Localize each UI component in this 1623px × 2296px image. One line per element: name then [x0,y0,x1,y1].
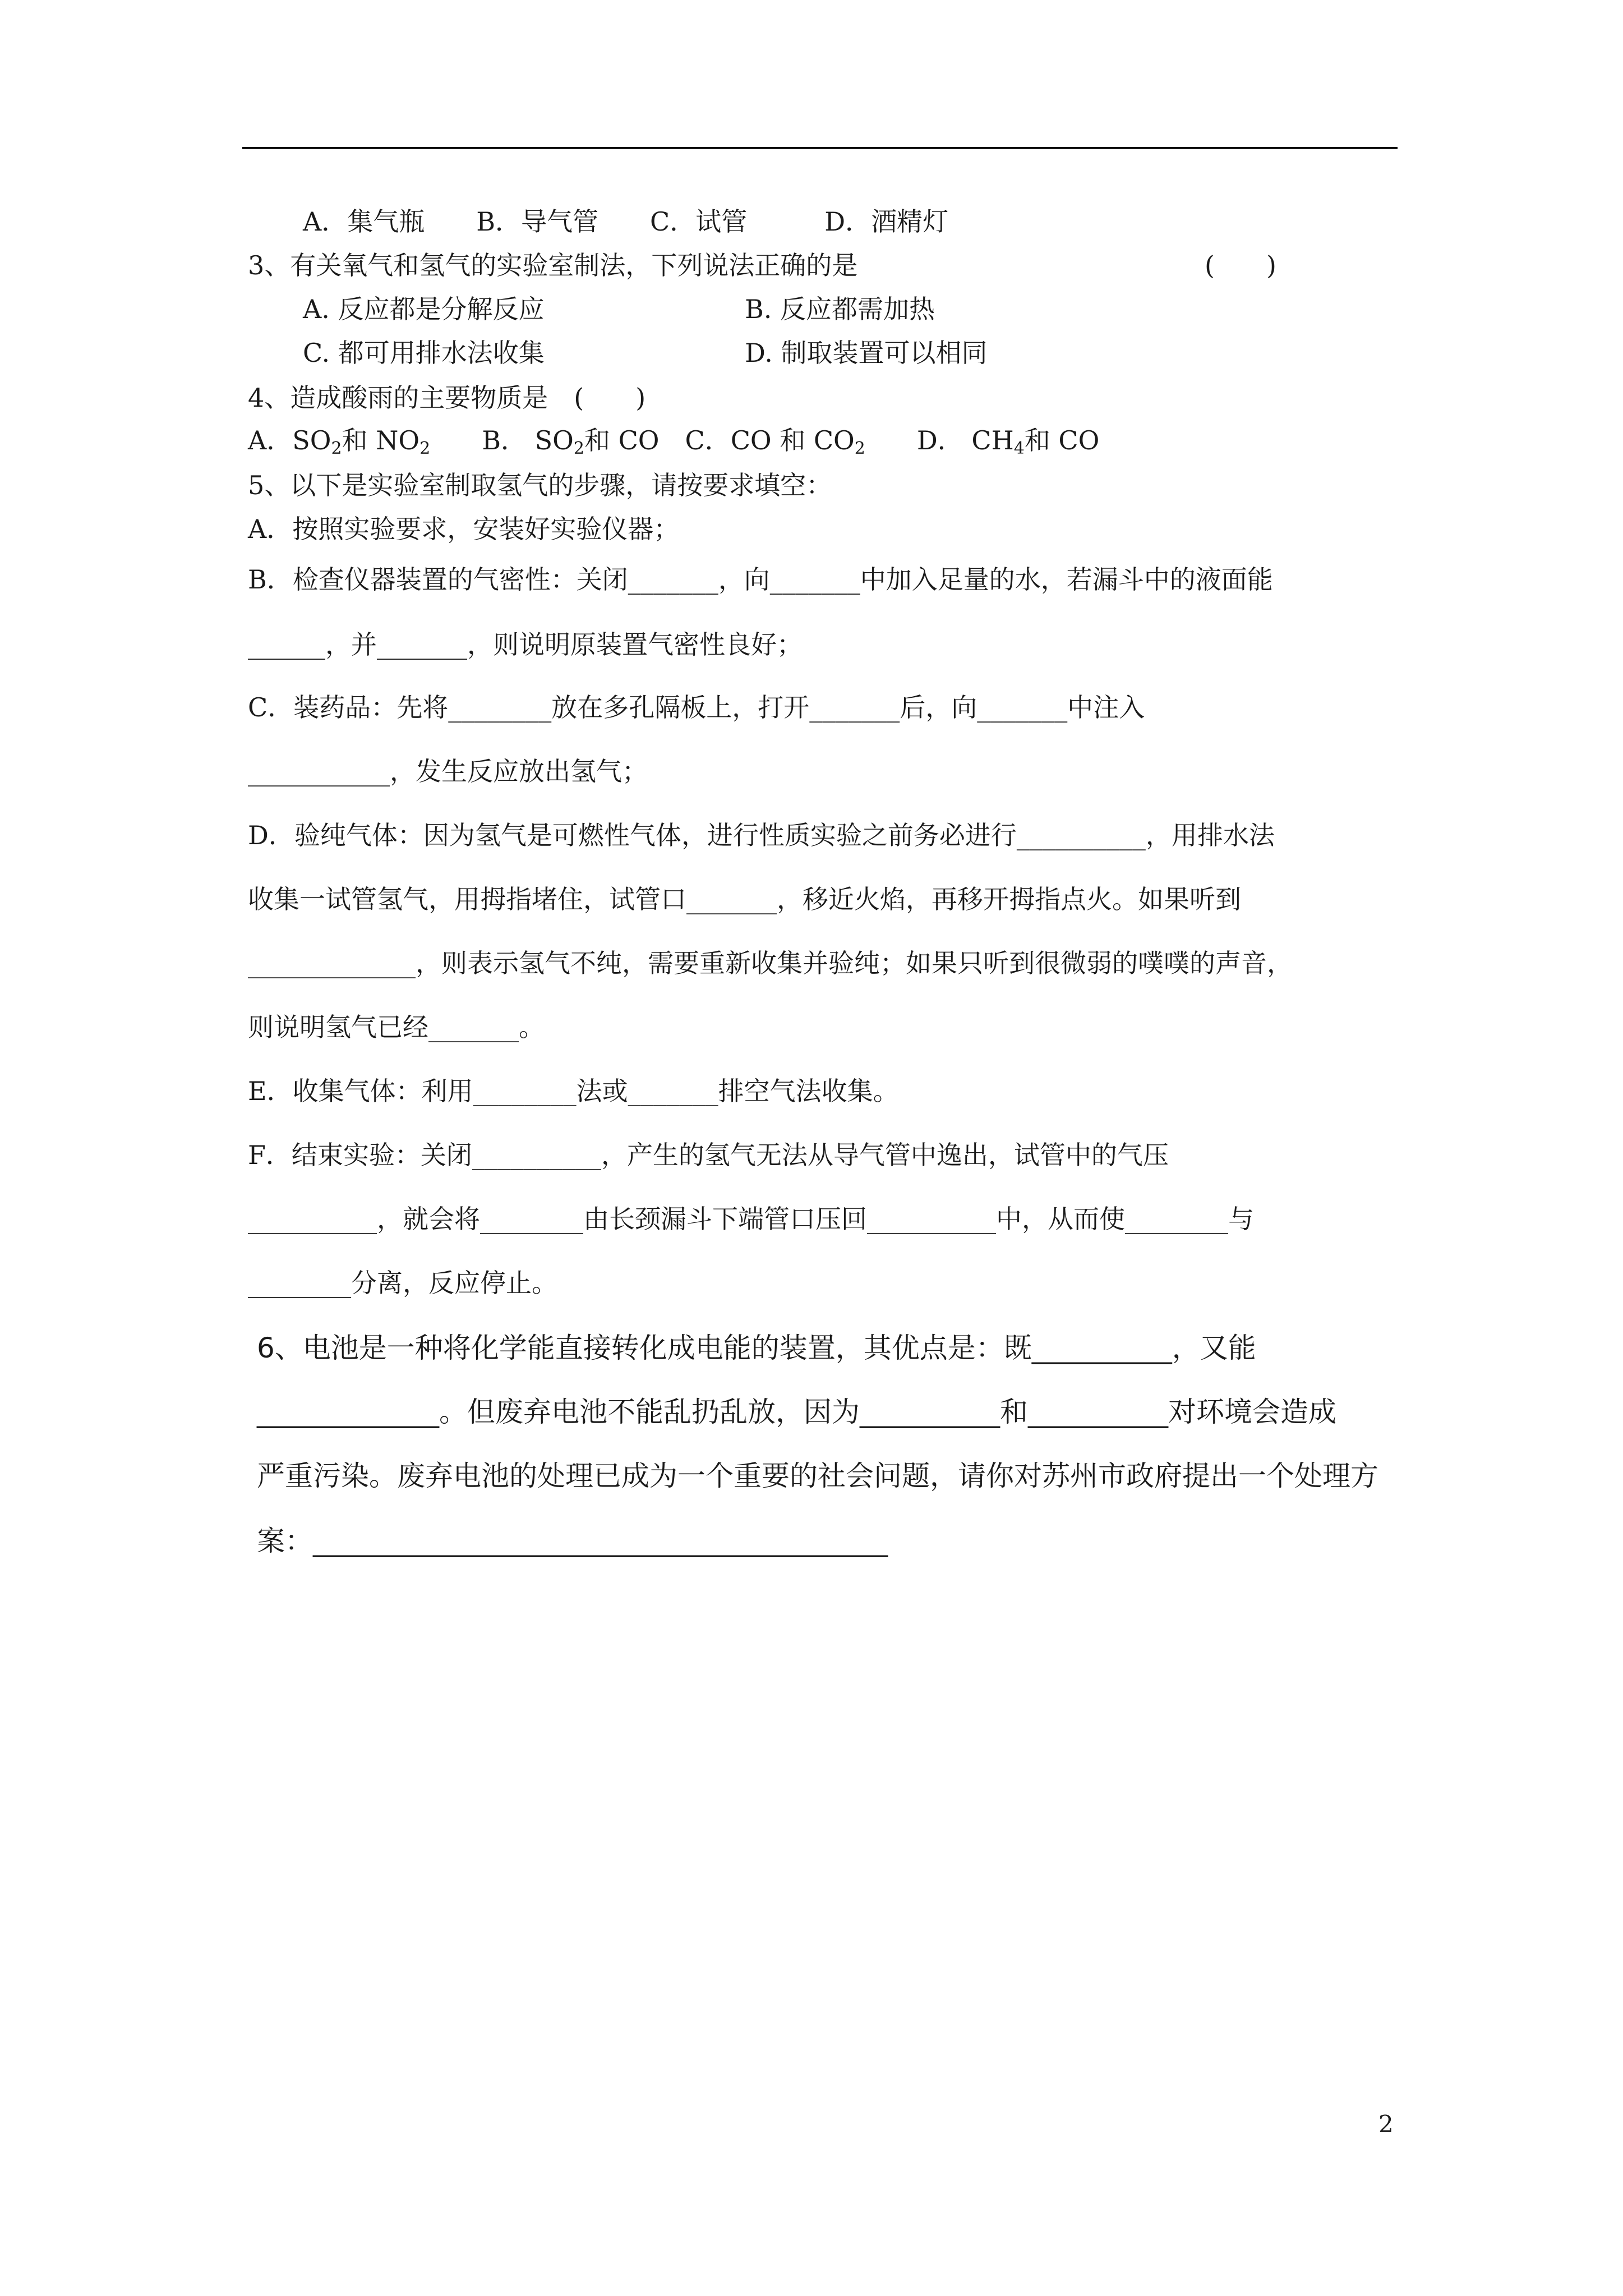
page-number: 2 [1378,2110,1394,2138]
q3-option-d: D. 制取装置可以相同 [745,338,988,368]
q5-step-b-line1: B．检查仪器装置的气密性：关闭_______，向_______中加入足量的水，若漏斗中的液面能 [248,564,1273,595]
q5-step-f-line1: F．结束实验：关闭__________，产生的氢气无法从导气管中逸出，试管中的气压 [248,1140,1169,1170]
q6-line3: 严重污染。废弃电池的处理已成为一个重要的社会问题，请你对苏州市政府提出一个处理方 [257,1460,1378,1492]
q5-step-d-line3: _____________，则表示氢气不纯，需要重新收集并验纯；如果只听到很微弱的噗噗的声音， [248,948,1293,978]
q4-options: A．$SO_2$和 $NO_2$ B． $SO_2$和 CO C．CO 和 $CO_2$ D． $CH_4$和 CO [248,425,1100,458]
q2-options: A．集气瓶 B．导气管 C．试管 D．酒精灯 [303,206,949,237]
q5-step-d-line1: D．验纯气体：因为氢气是可燃性气体，进行性质实验之前务必进行__________，用排水法 [248,820,1275,850]
q5-step-a: A．按照实验要求，安装好实验仪器； [248,514,680,544]
q5-step-b-line2: ______，并_______，则说明原装置气密性良好； [248,629,803,660]
q6-line1: 6、电池是一种将化学能直接转化成电能的装置，其优点是：既__________，又能 [257,1332,1256,1364]
q5-step-d-line2: 收集一试管氢气，用拇指堵住，试管口_______，移近火焰，再移开拇指点火。如果听到 [248,884,1241,914]
q5-step-e: E．收集气体：利用________法或_______排空气法收集。 [248,1076,899,1106]
q5-step-c-line2: ___________，发生反应放出氢气； [248,756,648,786]
q6-line4: 案：_________________________________________ [257,1525,888,1557]
q5-step-f-line2: __________，就会将________由长颈漏斗下端管口压回__________中，从而使________与 [248,1204,1254,1234]
q5-step-d-line4: 则说明氢气已经_______。 [248,1012,545,1042]
q5-step-c-line1: C．装药品：先将________放在多孔隔板上，打开_______后，向_______中注入 [248,692,1145,723]
header-rule [242,147,1398,149]
q5-step-f-line3: ________分离，反应停止。 [248,1268,557,1298]
q4-stem: 4、造成酸雨的主要物质是 ( ) [248,383,646,413]
q3-option-a: A. 反应都是分解反应 [303,294,545,324]
q3-option-b: B. 反应都需加热 [745,294,935,324]
q6-line2: _____________。但废弃电池不能乱扔乱放，因为__________和__________对环境会造成 [257,1396,1336,1428]
q3-option-c: C. 都可用排水法收集 [303,338,545,368]
q3-stem: 3、有关氧气和氢气的实验室制法，下列说法正确的是 [248,250,858,280]
q5-stem: 5、以下是实验室制取氢气的步骤，请按要求填空： [248,470,832,500]
q3-answer-paren: ( ) [1205,250,1276,280]
